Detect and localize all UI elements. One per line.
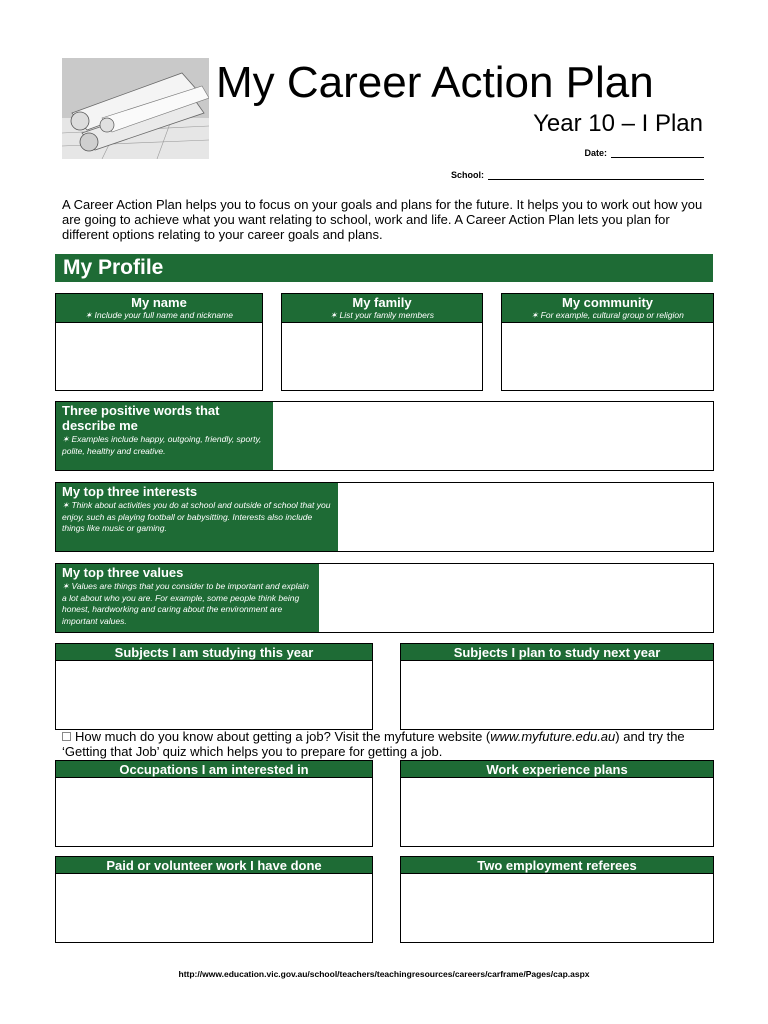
- box-heading: Subjects I plan to study next year: [453, 645, 661, 660]
- rolled-plans-photo: [62, 58, 209, 159]
- box-header: [56, 294, 262, 323]
- box-header: [56, 644, 372, 661]
- box-header: [56, 857, 372, 874]
- occupations-box[interactable]: [55, 760, 373, 847]
- box-heading: My family: [352, 295, 412, 310]
- date-field[interactable]: [584, 148, 704, 158]
- box-header: [282, 294, 482, 323]
- box-heading: My name: [131, 295, 187, 310]
- box-header: [401, 857, 713, 874]
- box-heading: Paid or volunteer work I have done: [106, 858, 322, 873]
- page-title: My Career Action Plan: [216, 58, 654, 107]
- my-community-box[interactable]: [501, 293, 714, 391]
- work-experience-box[interactable]: [400, 760, 714, 847]
- note-text-after: ) and try the ‘Getting that Job’ quiz which helps you to prepare for getting a job.: [62, 729, 685, 759]
- job-quiz-note: [62, 729, 712, 759]
- box-heading: My community: [561, 295, 653, 310]
- my-family-box[interactable]: [281, 293, 483, 391]
- top-interests-box[interactable]: [55, 482, 714, 552]
- box-hint: ✶ For example, cultural group or religion: [531, 310, 684, 320]
- box-heading: Work experience plans: [486, 762, 628, 777]
- box-label-panel: [56, 564, 319, 632]
- school-field[interactable]: [451, 170, 704, 180]
- box-heading: Two employment referees: [477, 858, 637, 873]
- positive-words-box[interactable]: [55, 401, 714, 471]
- box-label-panel: [56, 483, 338, 551]
- subjects-next-year-box[interactable]: [400, 643, 714, 730]
- box-header: [401, 761, 713, 778]
- box-header: [401, 644, 713, 661]
- intro-paragraph: A Career Action Plan helps you to focus on your goals and plans for the future. It helps you to work out how you are going to achieve what you want relating to school, work and life. A Career Action Plan lets you plan for different options relating to your career goals and plans.: [62, 197, 703, 242]
- section-header-my-profile: My Profile: [55, 254, 713, 282]
- top-values-box[interactable]: [55, 563, 714, 633]
- date-label: Date:: [584, 148, 607, 158]
- subjects-this-year-box[interactable]: [55, 643, 373, 730]
- date-blank[interactable]: [611, 148, 704, 158]
- box-hint: ✶ Think about activities you do at school and outside of school that you enjoy, such as playing football or babysitting. Interests also include things like music or gaming.: [62, 500, 331, 533]
- footer-url[interactable]: http://www.education.vic.gov.au/school/teachers/teachingresources/careers/carframe/Pages/cap.aspx: [178, 969, 590, 979]
- box-label-panel: [56, 402, 273, 470]
- box-header: [56, 761, 372, 778]
- box-hint: ✶ Include your full name and nickname: [85, 310, 233, 320]
- box-heading: Three positive words that describe me: [62, 403, 220, 433]
- school-label: School:: [451, 170, 484, 180]
- employment-referees-box[interactable]: [400, 856, 714, 943]
- box-hint: ✶ Examples include happy, outgoing, friendly, sporty, polite, healthy and creative.: [62, 434, 262, 456]
- box-heading: Occupations I am interested in: [119, 762, 309, 777]
- box-header: [502, 294, 713, 323]
- my-name-box[interactable]: [55, 293, 263, 391]
- box-hint: ✶ Values are things that you consider to be important and explain a lot about who you are. For example, some people think being honest, hardworking and caring about the environment are important values.: [62, 581, 309, 626]
- school-blank[interactable]: [488, 170, 704, 180]
- box-heading: My top three interests: [62, 484, 198, 499]
- myfuture-link[interactable]: www.myfuture.edu.au: [490, 729, 616, 744]
- paid-volunteer-work-box[interactable]: [55, 856, 373, 943]
- checkbox-icon[interactable]: [62, 732, 71, 741]
- note-text-before: How much do you know about getting a job? Visit the myfuture website (: [75, 729, 491, 744]
- box-hint: ✶ List your family members: [330, 310, 434, 320]
- box-heading: My top three values: [62, 565, 184, 580]
- box-heading: Subjects I am studying this year: [114, 645, 314, 660]
- page-subtitle: Year 10 – I Plan: [533, 110, 703, 137]
